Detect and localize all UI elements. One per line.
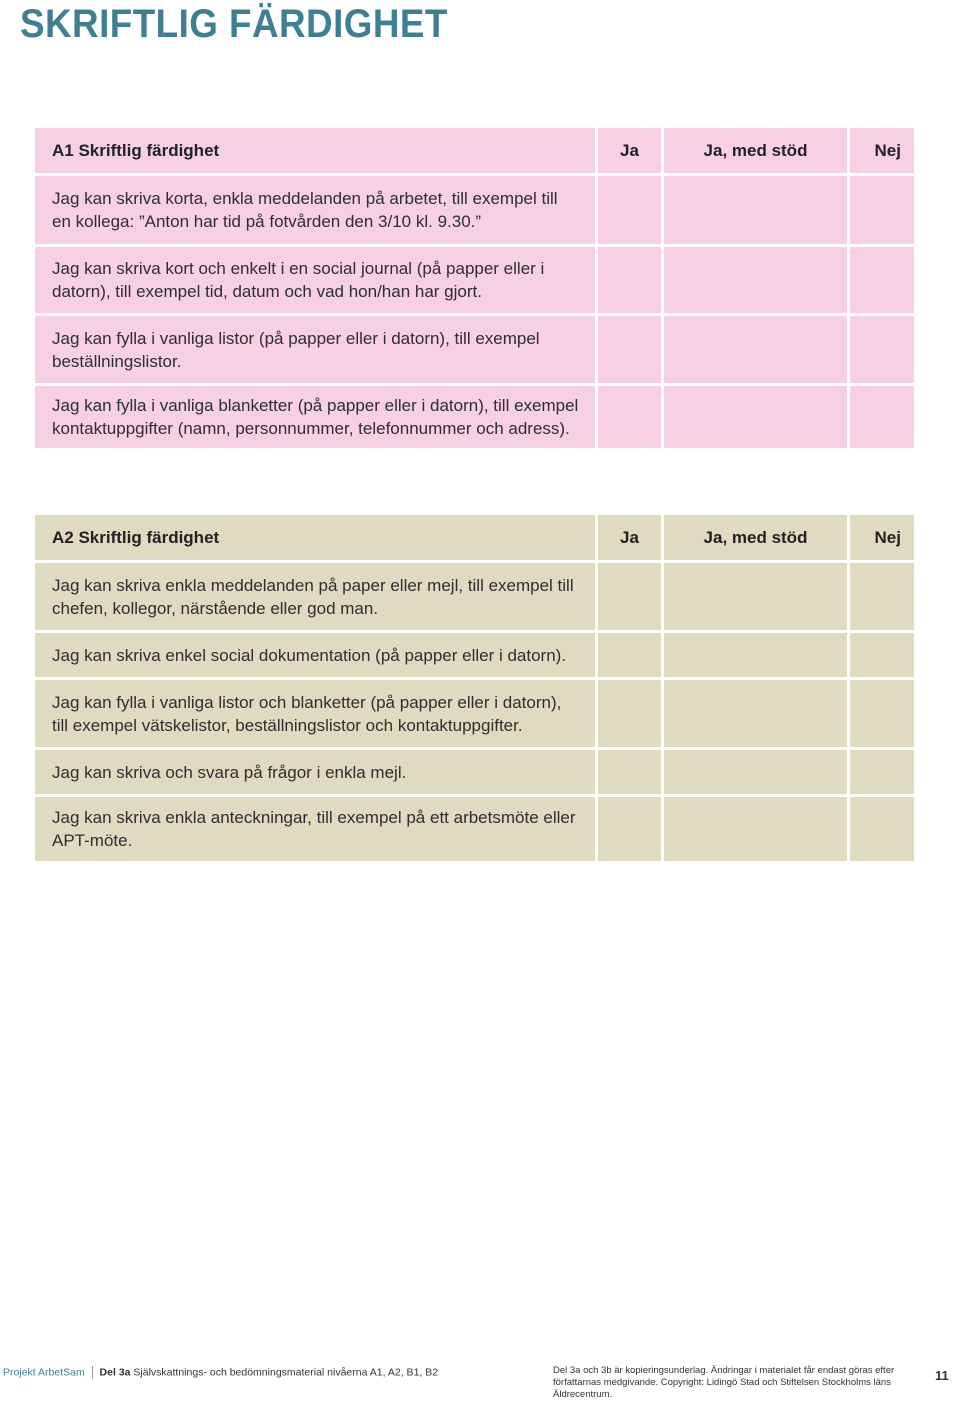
a2-answer-ja-med-stod-5[interactable] — [664, 797, 847, 861]
a2-assessment-table — [35, 515, 908, 861]
a2-answer-ja-4[interactable] — [598, 750, 661, 794]
a1-answer-ja-2[interactable] — [598, 247, 661, 313]
footer-left — [3, 1366, 438, 1379]
a1-assessment-table — [35, 128, 908, 448]
a2-answer-nej-3[interactable] — [850, 680, 914, 747]
a2-answer-ja-med-stod-2[interactable] — [664, 633, 847, 677]
a1-header-ja-med-stod: Ja, med stöd — [664, 128, 847, 173]
a2-header-nej: Nej — [850, 515, 914, 560]
a1-answer-nej-2[interactable] — [850, 247, 914, 313]
footer-copyright-notice: Del 3a och 3b är kopieringsunderlag. Ändringar i materialet får endast göras efter författarnas medgivande. Copyright: Lidingö Stad och Stiftelsen Stockholms läns Äldrecentrum. — [553, 1365, 895, 1400]
a2-answer-nej-1[interactable] — [850, 563, 914, 630]
a2-answer-nej-2[interactable] — [850, 633, 914, 677]
a2-statement-4: Jag kan skriva och svara på frågor i enkla mejl. — [35, 750, 595, 794]
a1-answer-ja-1[interactable] — [598, 176, 661, 244]
a1-answer-nej-1[interactable] — [850, 176, 914, 244]
a2-answer-ja-med-stod-4[interactable] — [664, 750, 847, 794]
a2-answer-ja-2[interactable] — [598, 633, 661, 677]
footer-part: Del 3a — [99, 1366, 131, 1379]
a2-statement-1: Jag kan skriva enkla meddelanden på paper eller mejl, till exempel till chefen, kollegor, närstående eller god man. — [35, 563, 595, 630]
a2-answer-nej-4[interactable] — [850, 750, 914, 794]
a1-statement-2: Jag kan skriva kort och enkelt i en social journal (på papper eller i datorn), till exempel tid, datum och vad hon/han har gjort. — [35, 247, 595, 313]
a1-answer-ja-med-stod-1[interactable] — [664, 176, 847, 244]
a1-answer-ja-3[interactable] — [598, 316, 661, 383]
page-title: SKRIFTLIG FÄRDIGHET — [20, 2, 448, 46]
a1-header-label: A1 Skriftlig färdighet — [35, 128, 595, 173]
a1-answer-ja-med-stod-4[interactable] — [664, 386, 847, 448]
a2-answer-nej-5[interactable] — [850, 797, 914, 861]
page-footer — [0, 1362, 960, 1400]
a1-header-nej: Nej — [850, 128, 914, 173]
a2-header-ja: Ja — [598, 515, 661, 560]
a1-statement-4: Jag kan fylla i vanliga blanketter (på papper eller i datorn), till exempel kontaktuppgifter (namn, personnummer, telefonnummer och adress). — [35, 386, 595, 448]
a2-statement-5: Jag kan skriva enkla anteckningar, till exempel på ett arbetsmöte eller APT-möte. — [35, 797, 595, 861]
a2-answer-ja-3[interactable] — [598, 680, 661, 747]
a1-header-ja: Ja — [598, 128, 661, 173]
page-number: 11 — [935, 1368, 949, 1383]
a2-header-label: A2 Skriftlig färdighet — [35, 515, 595, 560]
a1-answer-ja-med-stod-3[interactable] — [664, 316, 847, 383]
a2-statement-2: Jag kan skriva enkel social dokumentation (på papper eller i datorn). — [35, 633, 595, 677]
a1-answer-nej-4[interactable] — [850, 386, 914, 448]
a1-answer-nej-3[interactable] — [850, 316, 914, 383]
footer-brand: Projekt ArbetSam — [3, 1366, 85, 1379]
a1-answer-ja-4[interactable] — [598, 386, 661, 448]
a2-answer-ja-med-stod-3[interactable] — [664, 680, 847, 747]
a1-statement-3: Jag kan fylla i vanliga listor (på papper eller i datorn), till exempel beställningslistor. — [35, 316, 595, 383]
a2-answer-ja-1[interactable] — [598, 563, 661, 630]
a1-answer-ja-med-stod-2[interactable] — [664, 247, 847, 313]
a1-statement-1: Jag kan skriva korta, enkla meddelanden på arbetet, till exempel till en kollega: ”Anton har tid på fotvården den 3/10 kl. 9.30.” — [35, 176, 595, 244]
footer-divider — [92, 1366, 93, 1379]
a2-answer-ja-med-stod-1[interactable] — [664, 563, 847, 630]
footer-description: Självskattnings- och bedömningsmaterial nivåerna A1, A2, B1, B2 — [133, 1366, 439, 1379]
a2-statement-3: Jag kan fylla i vanliga listor och blanketter (på papper eller i datorn), till exempel vätskelistor, beställningslistor och kontaktuppgifter. — [35, 680, 595, 747]
a2-answer-ja-5[interactable] — [598, 797, 661, 861]
a2-header-ja-med-stod: Ja, med stöd — [664, 515, 847, 560]
